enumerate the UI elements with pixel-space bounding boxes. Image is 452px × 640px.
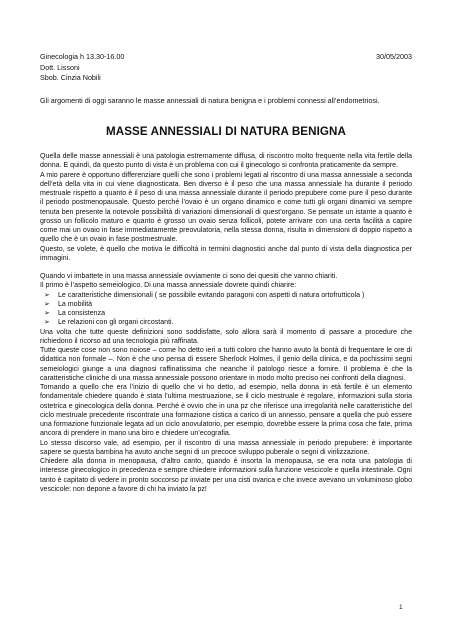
lecture-date: 30/05/2003 <box>376 52 412 61</box>
document-page <box>40 52 412 494</box>
arrow-bullet-icon: ➢ <box>44 310 50 318</box>
arrow-bullet-icon: ➢ <box>44 291 50 299</box>
paragraph: Tutte queste cose non sono noiose – come ho detto ieri a tutti coloro che hanno avuto la bontà di frequentare le ore di didattica non formale –. Non è che uno pensa di essere Sherlock Holmes, il genio della clinica, e da pochissimi segni semeiologici giunge a una diagnosi raffinatissima che neanche il patologo riesce a fornire. Il problema è che la caratteristiche cliniche di una massa annessiale possono orientare in modo molto preciso nei confronti della diagnosi. <box>40 347 412 382</box>
header-row <box>40 52 412 63</box>
list-item <box>44 318 412 327</box>
document-body <box>40 152 412 494</box>
paragraph: Quella delle masse annessiali è una patologia estremamente diffusa, di riscontro molto frequente nella vita fertile della donna. E quindi, da questo punto di vista è un problema con cui il ginecologo si confronta praticamente da sempre. <box>40 153 412 170</box>
list-item <box>44 309 412 318</box>
list-item-text: La consistenza <box>58 310 106 318</box>
lecturer-name: Dott. Lissoni <box>40 62 80 72</box>
list-item-text: La mobilità <box>58 300 93 308</box>
document-header <box>40 52 412 84</box>
course-schedule: Ginecologia h 13.30-16.00 <box>40 52 125 61</box>
page-title: MASSE ANNESSIALI DI NATURA BENIGNA <box>105 125 346 139</box>
bullet-list <box>40 291 412 328</box>
intro-text: Gli argomenti di oggi saranno le masse annessiali di natura benigna e i problemi connessi all’endometriosi. <box>40 95 380 105</box>
list-item <box>44 300 412 309</box>
list-item <box>44 291 412 300</box>
paragraph: Quando vi imbattete in una massa annessiale ovviamente ci sono dei quesiti che vanno chiariti. <box>40 273 338 281</box>
paragraph: Tornando a quello che era l’inizio di quello che vi ho detto, ad esempio, nella donna in età fertile è un elemento fondamentale chiedere quando è stata l’ultima mestruazione, se il ciclo mestruale è regolare, informazioni sulla storia ostetrica e ginecologica della donna. Perché è ovvio che in una pz che riferisce una irregolarità nelle caratteristiche del ciclo mestruale precedente riscontrate una formazione cistica a carico di un annesso, pensare a quella che può essere una formazione funzionale legata ad un ciclo anovulatorio, per esempio, dovrebbe essere la prima cosa che fate, prima ancora di prendere in mano una biro e chiedere un’ecografia. <box>40 384 412 438</box>
list-item-text: Le caratteristiche dimensionali ( se possibile evitando paragoni con aspetti di natura ortofrutticola ) <box>58 291 365 299</box>
list-item-text: Le relazioni con gli organi circostanti. <box>58 319 174 327</box>
paragraph: Lo stesso discorso vale, ad esempio, per il riscontro di una massa annessiale in periodo prepubere: è importante sapere se questa bambina ha avuto anche segni di un precoce sviluppo puberale o segni di virilizzazione. <box>40 439 412 456</box>
arrow-bullet-icon: ➢ <box>44 319 50 327</box>
paragraph: Questo, se volete, è quello che motiva le difficoltà in termini diagnostici anche dal punto di vista della diagnostica per immagini. <box>40 245 412 262</box>
paragraph: Chiedere alla donna in menopausa, d’altro canto, quando è insorta la menopausa, se era nota una patologia di interesse ginecologico in precedenza e sempre chiedere informazioni sulla funzione vescicole e quella intestinale. Ogni tanto è capitato di vedere in pronto soccorso pz inviate per una cisti ovarica e che invece avevano un voluminoso globo vescicole: non depone a favore di chi ha inviato la pz! <box>40 458 412 493</box>
paragraph: Il primo è l’aspetto semeiologico. Di una massa annessiale dovrete quindi chiarire: <box>40 282 297 290</box>
paragraph: A mio parere è opportuno differenziare quelli che sono i problemi legati al riscontro di una massa annessiale a seconda dell’età della vita in cui viene diagnosticata. Ben diverso è il peso che una massa annessiale ha durante il periodo mestruale rispetto a quanto è il peso di una massa annessiale durante il periodo prepubere come pure il peso durante il periodo postmenopausale. Questo perché l’ovaio è un organo dinamico e come tutti gli organi dinamici va sempre tenuta ben presente la notevole possibilità di variazioni dimensionali di quest’organo. Se pensate un istante a quanto è grosso un follicolo maturo e quanto è grosso un ovaio senza follicoli, potete arrivare con una certa facilità a capire come mai un ovaio in fase immediatamente preovulatoria, nella stessa donna, risulta in dimensioni di doppio rispetto a quello che è un ovaio in fase postmestruale. <box>40 171 412 244</box>
page-number: 1 <box>399 604 403 611</box>
paragraph: Una volta che tutte queste definizioni sono soddisfatte, solo allora sarà il momento di passare a procedure che richiedono il ricorso ad una tecnologia più raffinata. <box>40 328 412 345</box>
transcriber-name: Sbob. Cinzia Nobili <box>40 73 101 82</box>
arrow-bullet-icon: ➢ <box>44 300 50 308</box>
